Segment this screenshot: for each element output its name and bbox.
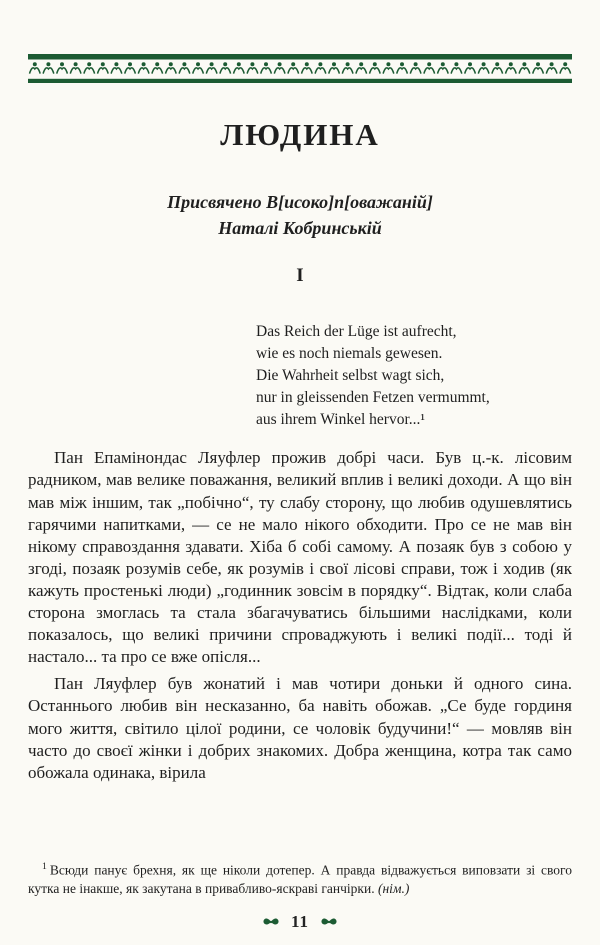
chapter-number: I [296, 265, 304, 287]
fleuron-leaf-icon [320, 916, 338, 928]
epigraph-line: wie es noch niemals gewesen. [256, 345, 443, 363]
ornament-band [28, 54, 572, 84]
body-text [28, 447, 572, 783]
footnote-marker: 1 [42, 861, 47, 873]
page-number: 11 [290, 912, 310, 931]
footnote [28, 860, 572, 899]
story-title: ЛЮДИНА [220, 117, 380, 152]
footnote-language-note: (нім.) [377, 881, 410, 897]
page-content [28, 82, 572, 784]
dedication [28, 189, 572, 241]
page-footer [0, 912, 600, 932]
dedication-line-1: Присвячено В[исоко]п[оважаній] [167, 192, 433, 213]
epigraph-line: Die Wahrheit selbst wagt sich, [256, 367, 445, 385]
footnote-text: Всюди панує брехня, як ще ніколи дотепер. А правда відважується виповзати зі свого кутка не інакше, як закутана в привабливо-яскраві ганчірки. [28, 862, 572, 897]
fleuron-leaf-icon [262, 916, 280, 928]
ornament-pattern-row [30, 62, 571, 73]
epigraph-line: Das Reich der Lüge ist aufrecht, [256, 323, 457, 341]
epigraph-line: nur in gleissenden Fetzen vermummt, [256, 389, 490, 407]
epigraph-line: aus ihrem Winkel hervor...¹ [256, 411, 426, 429]
paragraph: Пан Епамінондас Ляуфлер прожив добрі часи. Був ц.-к. лісовим радником, мав велике поважання, великий вплив і великі доходи. А що він мав між іншим, так „побічно“, ту слабу сторону, що любив одушевлятись гарячими напитками, — се не мало нікого обходити. Про се не мав він нікому справоздання здавати. Хіба б собі самому. А позаяк був з собою у згоді, позаяк розумів себе, як розумів і свої лісові справи, тож і ходив (як кажуть простенькі люди) „годинник зовсім в порядку“. Відтак, коли слаба сторона змоглась та стала збагачуватись більшими наслідками, коли показалось, що великі причини спроваджують і великі події... тоді й настало... та про се вже опісля... [28, 448, 572, 667]
dedication-line-2: Наталі Кобринській [218, 218, 382, 239]
paragraph: Пан Ляуфлер був жонатий і мав чотири доньки й одного сина. Останнього любив він несказанно, ба навіть обожав. „Се буде гординя мого життя, світило цілої родини, се чоловік будучини!“ — мовляв він часто до своєї жінки і добрих знакомих. Добра женщина, котра так само обожала одинака, вірила [28, 674, 572, 782]
epigraph [256, 321, 572, 431]
band-top-rule [28, 54, 572, 60]
